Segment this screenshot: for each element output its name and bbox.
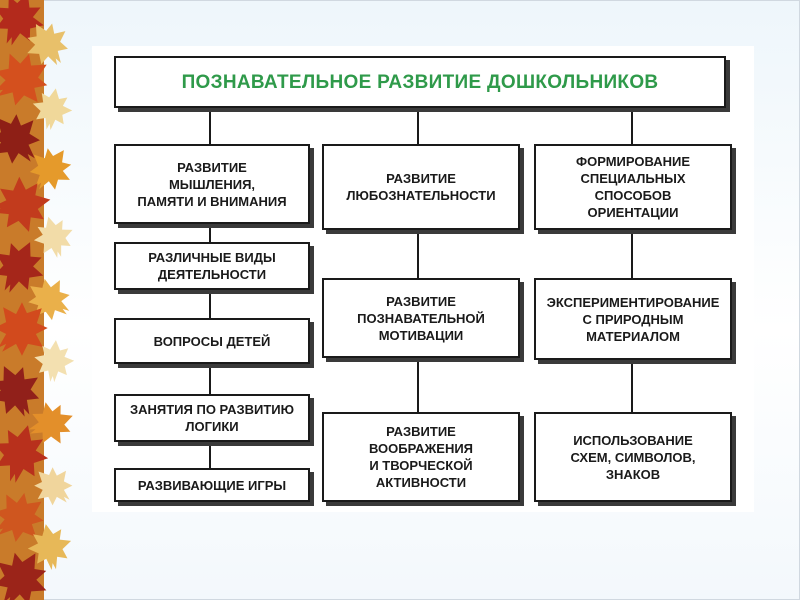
node-various-activities: РАЗЛИЧНЫЕ ВИДЫ ДЕЯТЕЛЬНОСТИ <box>114 242 310 290</box>
node-experimenting-nature: ЭКСПЕРИМЕНТИРОВАНИЕ С ПРИРОДНЫМ МАТЕРИАЛОМ <box>534 278 732 360</box>
node-orientation-methods: ФОРМИРОВАНИЕ СПЕЦИАЛЬНЫХ СПОСОБОВ ОРИЕНТАЦИИ <box>534 144 732 230</box>
connector-col1-3 <box>209 364 211 394</box>
connector-title-col2 <box>417 106 419 144</box>
connector-title-col3 <box>631 106 633 144</box>
connector-title-col1 <box>209 106 211 144</box>
diagram-title: ПОЗНАВАТЕЛЬНОЕ РАЗВИТИЕ ДОШКОЛЬНИКОВ <box>114 56 726 108</box>
connector-col3-2 <box>631 360 633 412</box>
node-curiosity: РАЗВИТИЕ ЛЮБОЗНАТЕЛЬНОСТИ <box>322 144 520 230</box>
node-imagination-creativity: РАЗВИТИЕ ВООБРАЖЕНИЯ И ТВОРЧЕСКОЙ АКТИВНОСТИ <box>322 412 520 502</box>
node-schemes-symbols: ИСПОЛЬЗОВАНИЕ СХЕМ, СИМВОЛОВ, ЗНАКОВ <box>534 412 732 502</box>
node-children-questions: ВОПРОСЫ ДЕТЕЙ <box>114 318 310 364</box>
node-cognitive-motivation: РАЗВИТИЕ ПОЗНАВАТЕЛЬНОЙ МОТИВАЦИИ <box>322 278 520 358</box>
connector-col2-1 <box>417 230 419 278</box>
connector-col1-4 <box>209 442 211 468</box>
autumn-leaves-decoration <box>0 0 80 600</box>
node-developing-games: РАЗВИВАЮЩИЕ ИГРЫ <box>114 468 310 502</box>
node-thinking-memory-attention: РАЗВИТИЕ МЫШЛЕНИЯ, ПАМЯТИ И ВНИМАНИЯ <box>114 144 310 224</box>
connector-col1-1 <box>209 224 211 242</box>
connector-col3-1 <box>631 230 633 278</box>
connector-col2-2 <box>417 358 419 412</box>
node-logic-classes: ЗАНЯТИЯ ПО РАЗВИТИЮ ЛОГИКИ <box>114 394 310 442</box>
diagram-panel <box>92 46 754 512</box>
connector-col1-2 <box>209 290 211 318</box>
